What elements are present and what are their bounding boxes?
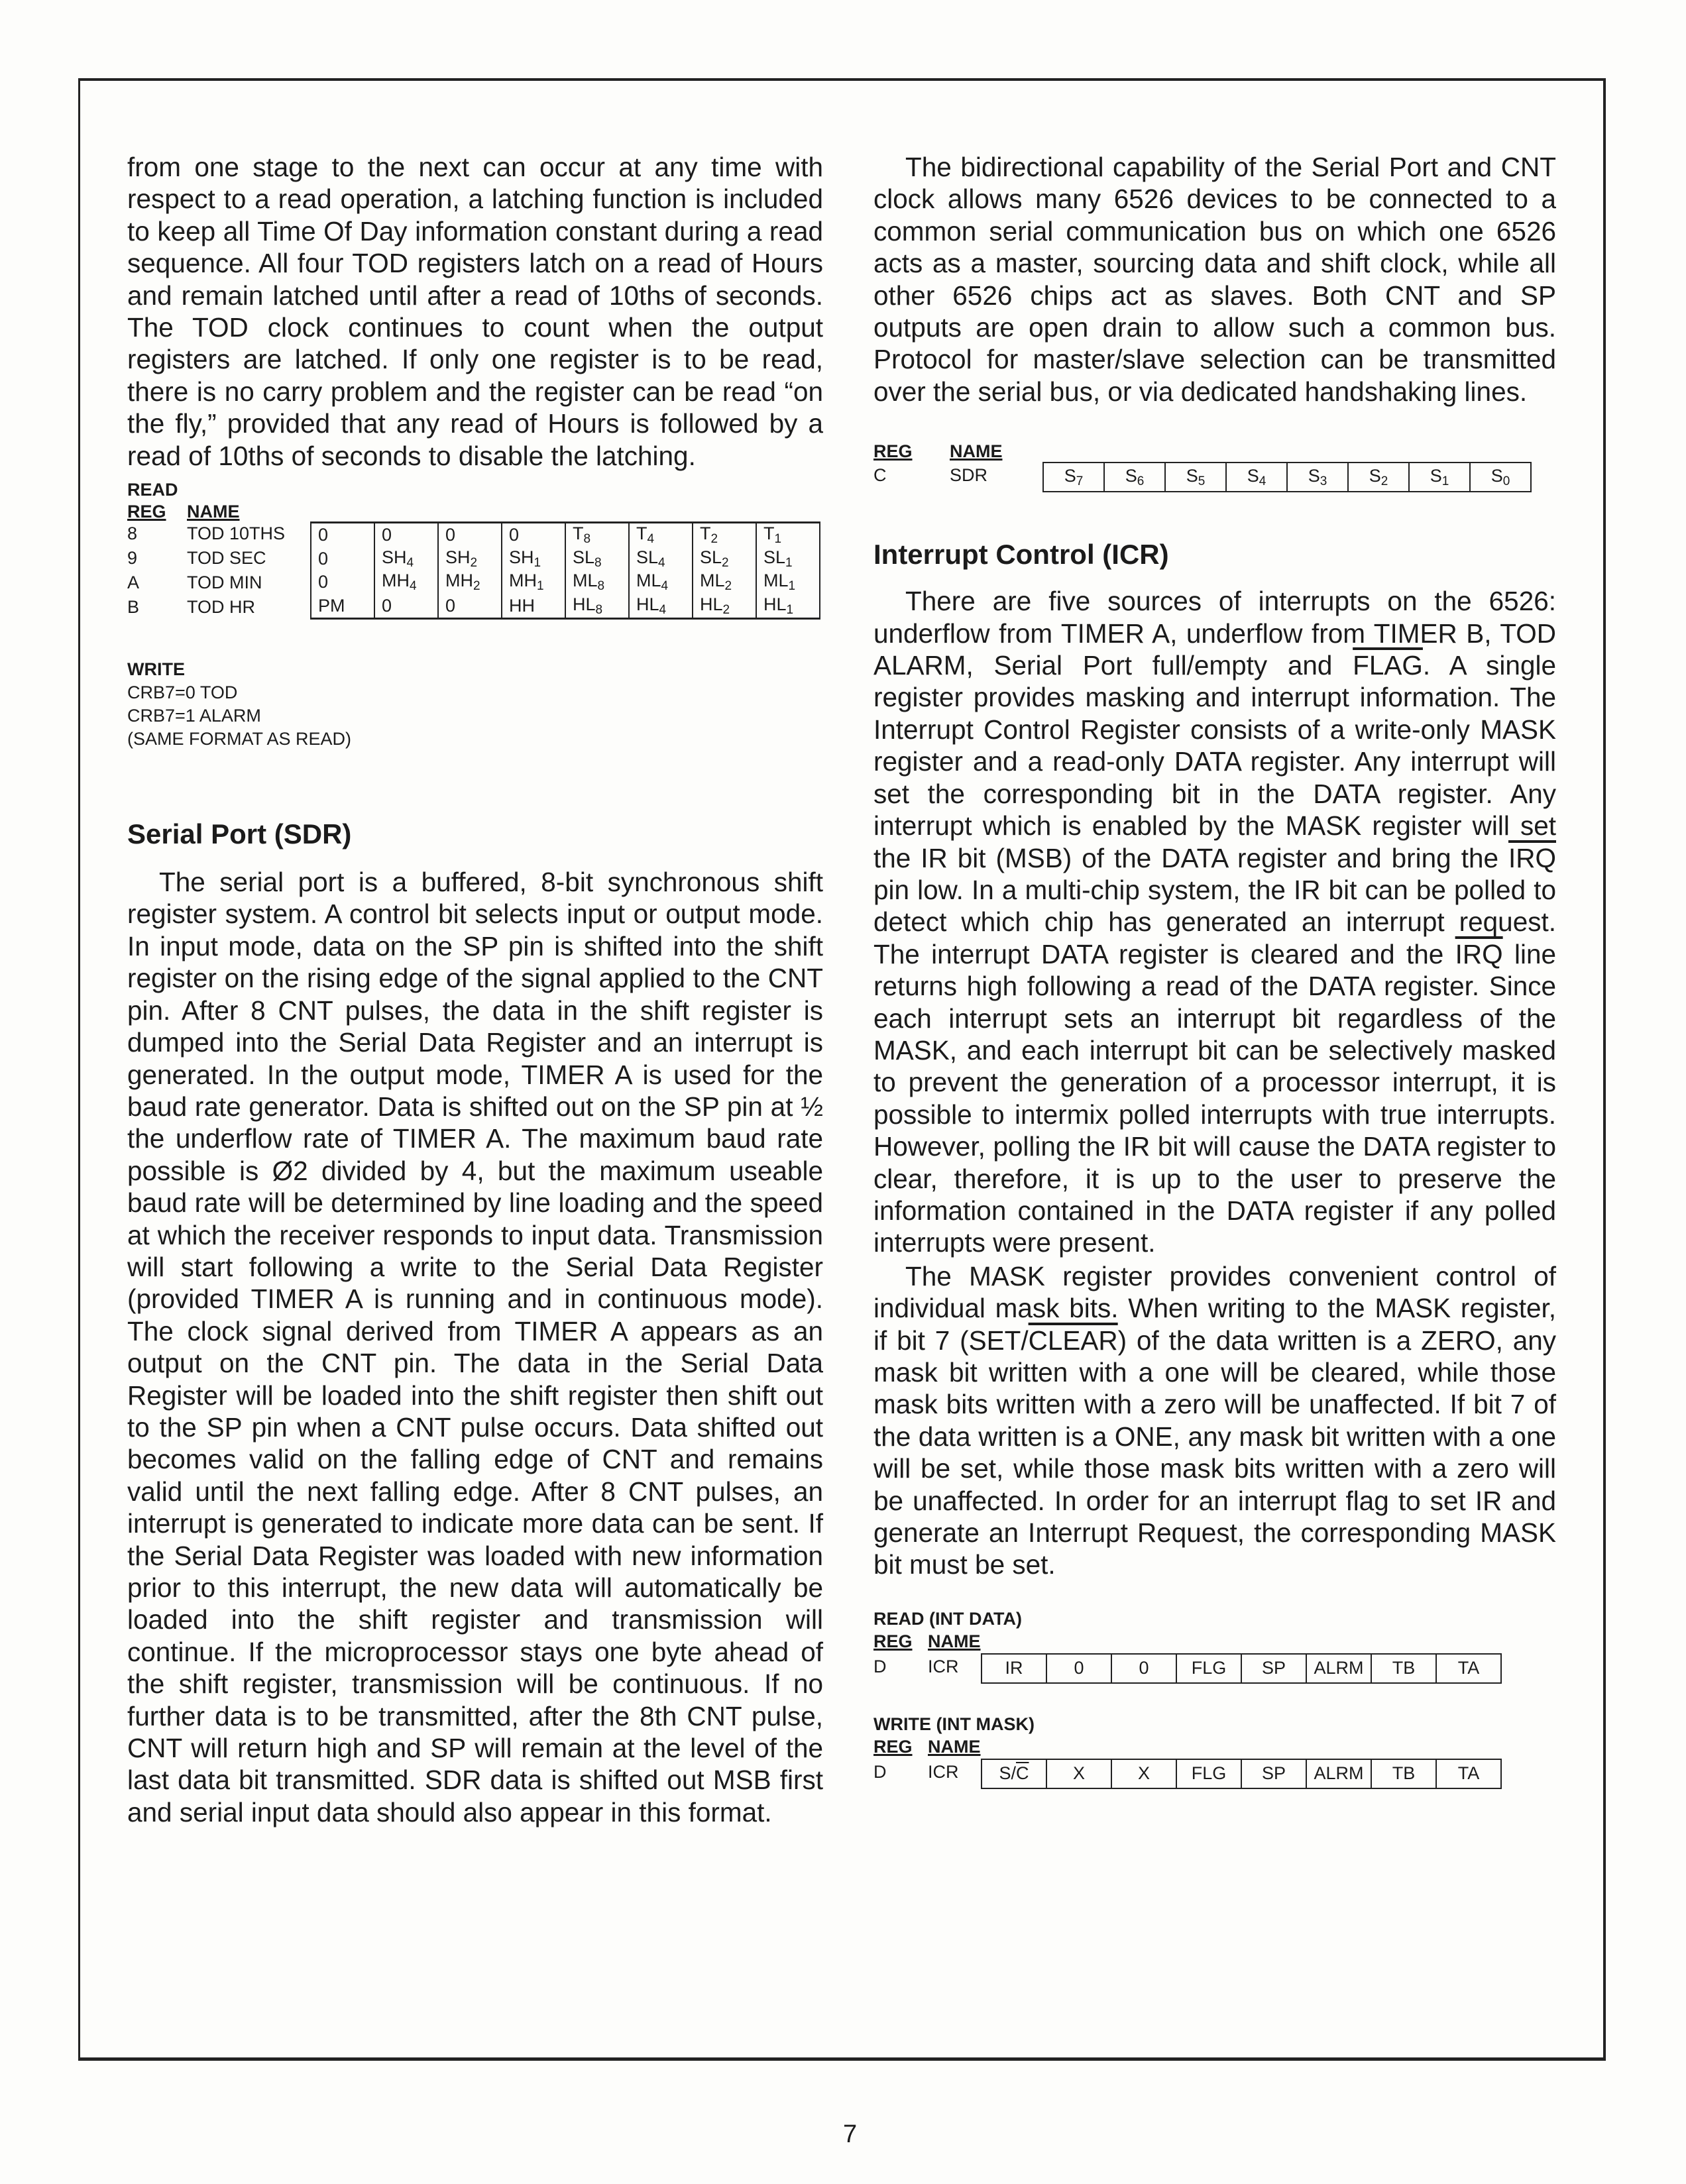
serial-port-paragraph: The serial port is a buffered, 8-bit synchronous shift register system. A control bit selects input or output mode. In input mode, data on the SP pin is shifted into the shift register on the rising edge of the signal applied to the CNT pin. After 8 CNT pulses, the data in the shift register is dumped into the Serial Data Register and an interrupt is generated. In the output mode, TIMER A is used for the baud rate generator. Data is shifted out on the SP pin at ½ the underflow rate of TIMER A. The maximum baud rate possible is Ø2 divided by 4, but the maximum useable baud rate will be determined by line loading and the speed at which the receiver responds to input data. Transmission will start following a write to the Serial Data Register (provided TIMER A is running and in continuous mode). The clock signal derived from TIMER A appears as an output on the CNT pin. The data in the Serial Data Register will be loaded into the shift register then shift out to the SP pin when a CNT pulse occurs. Data shifted out becomes valid on the falling edge of CNT and remains valid until the next falling edge. After 8 CNT pulses, an interrupt is generated to indicate more data can be sent. If the Serial Data Register was loaded with new information prior to this interrupt, the new data will automatically be loaded into the shift register and transmission will continue. If the microprocessor stays one byte ahead of the shift register, transmission will be continuous. If no further data is to be transmitted, after the 8th CNT pulse, CNT will return high and SP will remain at the level of the last data bit transmitted. SDR data is shifted out MSB first and serial input data should also appear in this format. xyxy=(127,867,823,1828)
tod-row-label xyxy=(127,521,310,546)
read-label: READ xyxy=(127,480,178,500)
tod-row-label xyxy=(127,571,310,595)
tod-reg: 8 xyxy=(127,523,138,544)
icr-reg-header: REG xyxy=(873,1631,913,1652)
page-number: 7 xyxy=(843,2120,858,2148)
sdr-bit-cell: $S_0$ xyxy=(1470,463,1531,492)
tod-bit-cell: 0 xyxy=(311,547,374,571)
tod-bit-cell: $ML_2$ xyxy=(693,571,756,594)
tod-bits-table xyxy=(310,521,820,620)
reg-name-header xyxy=(127,502,823,521)
tod-name: TOD HR xyxy=(187,597,256,618)
icr-read-bit-cell: 0 xyxy=(1111,1654,1176,1683)
icr-read-header xyxy=(873,1631,1556,1653)
irq-overline: $\overline{IRQ}$ xyxy=(1455,938,1503,969)
write-block xyxy=(127,658,823,751)
icr-write-bit-cell: TB xyxy=(1371,1759,1436,1788)
tod-row xyxy=(311,523,820,547)
sdr-register-block xyxy=(873,441,1556,492)
icr-read-bit-cell: TA xyxy=(1436,1654,1501,1683)
tod-bit-cell: $T_4$ xyxy=(629,523,693,547)
bit-row xyxy=(982,1759,1501,1788)
icr-read-bit-cell: 0 xyxy=(1046,1654,1111,1683)
tod-bit-cell: 0 xyxy=(374,523,438,547)
icr-read-bit-cell: TB xyxy=(1371,1654,1436,1683)
tod-reg: B xyxy=(127,597,140,618)
tod-bit-cell: $T_8$ xyxy=(565,523,629,547)
icr-write-bit-cell: X xyxy=(1111,1759,1176,1788)
bit-row xyxy=(982,1654,1501,1683)
tod-bit-cell: $SL_1$ xyxy=(756,547,820,571)
icr-reg: D xyxy=(873,1761,887,1782)
tod-bit-cell: $T_2$ xyxy=(693,523,756,547)
tod-row-label xyxy=(127,595,310,620)
tod-reg-names xyxy=(127,521,310,620)
write-label: WRITE xyxy=(127,659,185,680)
tod-bit-cell: $MH_1$ xyxy=(502,571,565,594)
name-header: NAME xyxy=(187,501,240,521)
tod-latch-paragraph: from one stage to the next can occur at any time with respect to a read operation, a latching function is included to keep all Time Of Day information constant during a read sequence. All four TOD registers latch on a read of Hours and remain latched until after a read of 10ths of seconds. The TOD clock continues to count when the output registers are latched. If only one register is to be read, there is no carry problem and the register can be read “on the fly,” provided that any read of Hours is followed by a read of 10ths of seconds to disable the latching. xyxy=(127,152,823,471)
write-line-format: (SAME FORMAT AS READ) xyxy=(127,729,352,749)
tod-bit-cell: $ML_4$ xyxy=(629,571,693,594)
sdr-row xyxy=(873,462,1556,492)
tod-bit-cell: $MH_4$ xyxy=(374,571,438,594)
sdr-bit-cell: $S_2$ xyxy=(1348,463,1409,492)
tod-row xyxy=(311,594,820,619)
tod-bit-cell: $T_1$ xyxy=(756,523,820,547)
icr-write-bit-cell: SP xyxy=(1241,1759,1306,1788)
tod-register-table xyxy=(127,521,823,620)
tod-bit-cell: $HL_1$ xyxy=(756,594,820,619)
icr-read-bit-cell: SP xyxy=(1241,1654,1306,1683)
icr-name-header: NAME xyxy=(928,1631,981,1652)
tod-register-block xyxy=(127,478,823,620)
tod-bit-cell: $SH_1$ xyxy=(502,547,565,571)
tod-reg: A xyxy=(127,573,140,593)
sdr-bit-cell: $S_7$ xyxy=(1043,463,1104,492)
sdr-bits-table xyxy=(1042,462,1532,492)
icr-paragraph-2 xyxy=(873,1260,1556,1581)
tod-reg: 9 xyxy=(127,548,138,569)
icr-read-bit-cell: FLG xyxy=(1176,1654,1241,1683)
icr-text: There are five sources of interrupts on the 6526: underflow from TIMER A, underflow from TIMER B, TOD ALARM, Serial Port full/empty and xyxy=(873,586,1556,681)
bidirectional-paragraph: The bidirectional capability of the Serial Port and CNT clock allows many 6526 devices to be connected to a common serial communication bus on which one 6526 acts as a master, sourcing data and shift clock, while all other 6526 chips act as slaves. Both CNT and SP outputs are open drain to allow such a common bus. Protocol for master/slave selection can be transmitted over the serial bus, or via dedicated handshaking lines. xyxy=(873,152,1556,407)
sdr-bit-cell: $S_3$ xyxy=(1287,463,1348,492)
sdr-reg-header: REG xyxy=(873,441,913,461)
sdr-name: SDR xyxy=(950,465,988,486)
icr-text: ) of the data written is a ZERO, any mask bit written with a one will be cleared, while those mask bits written with a zero will be unaffected. If bit 7 of the data written is a ONE, any mask bit written with a one will be set, while those mask bits written with a zero will be unaffected. In order for an interrupt flag to set IR and generate an Interrupt Request, the corresponding MASK bit must be set. xyxy=(873,1325,1556,1580)
tod-bit-cell: PM xyxy=(311,594,374,619)
icr-heading: Interrupt Control (ICR) xyxy=(873,539,1169,571)
icr-write-header xyxy=(873,1736,1556,1759)
icr-write-block xyxy=(873,1713,1556,1789)
icr-text: pin low. In a multi-chip system, the IR bit can be polled to detect which chip has generated an interrupt request. The interrupt DATA register is cleared and the xyxy=(873,874,1556,969)
tod-bit-cell: $HL_2$ xyxy=(693,594,756,619)
tod-bit-cell: 0 xyxy=(502,523,565,547)
icr-text: The MASK register provides convenient control of individual mask bits. When writing to the MASK register, if bit 7 (SET/ xyxy=(873,1260,1556,1356)
tod-row xyxy=(311,571,820,594)
icr-reg: D xyxy=(873,1656,887,1676)
tod-bit-cell: $SL_4$ xyxy=(629,547,693,571)
sdr-name-header: NAME xyxy=(950,441,1003,461)
icr-read-row xyxy=(873,1653,1556,1684)
icr-write-bits-table xyxy=(981,1759,1502,1789)
sdr-bit-cell: $S_5$ xyxy=(1165,463,1226,492)
icr-name: ICR xyxy=(928,1761,959,1782)
icr-read-bits-table xyxy=(981,1653,1502,1684)
tod-bit-cell: 0 xyxy=(311,523,374,547)
tod-bit-cell: 0 xyxy=(311,571,374,594)
bit-row xyxy=(1043,463,1531,492)
icr-reg-header: REG xyxy=(873,1737,913,1757)
sdr-bit-cell: $S_1$ xyxy=(1409,463,1470,492)
tod-bit-cell: 0 xyxy=(438,523,502,547)
tod-bit-cell: $HL_8$ xyxy=(565,594,629,619)
icr-read-bit-cell: IR xyxy=(982,1654,1046,1683)
sdr-bit-cell: $S_6$ xyxy=(1104,463,1165,492)
icr-text: line returns high following a read of the DATA register. Since each interrupt sets an interrupt bit regardless of the MASK, and each interrupt bit can be selectively masked to prevent the generation of a processor interrupt, it is possible to intermix polled interrupts with true interrupts. However, polling the IR bit will cause the DATA register to clear, therefore, it is up to the user to preserve the information contained in the DATA register if any polled interrupts were present. xyxy=(873,938,1556,1258)
tod-bit-cell: 0 xyxy=(438,594,502,619)
tod-row xyxy=(311,547,820,571)
write-line-alarm: CRB7=1 ALARM xyxy=(127,706,261,726)
sdr-header xyxy=(873,441,1556,462)
icr-name: ICR xyxy=(928,1656,959,1676)
tod-name: TOD 10THS xyxy=(187,523,286,544)
write-line-tod: CRB7=0 TOD xyxy=(127,682,238,703)
right-column xyxy=(873,151,1556,1789)
irq-overline: $\overline{IRQ}$ xyxy=(1508,842,1556,873)
serial-port-heading: Serial Port (SDR) xyxy=(127,818,352,850)
icr-write-bit-cell: ALRM xyxy=(1306,1759,1371,1788)
reg-header: REG xyxy=(127,501,166,521)
tod-bit-cell: $MH_2$ xyxy=(438,571,502,594)
clear-overline: CLEAR xyxy=(1028,1325,1118,1356)
tod-bit-cell: $ML_1$ xyxy=(756,571,820,594)
icr-read-block xyxy=(873,1608,1556,1684)
icr-write-bit-cell: FLG xyxy=(1176,1759,1241,1788)
icr-read-bit-cell: ALRM xyxy=(1306,1654,1371,1683)
tod-name: TOD MIN xyxy=(187,573,262,593)
tod-bit-cell: $SL_2$ xyxy=(693,547,756,571)
icr-name-header: NAME xyxy=(928,1737,981,1757)
tod-bit-cell: $SH_2$ xyxy=(438,547,502,571)
sdr-reg: C xyxy=(873,465,887,486)
left-column xyxy=(127,151,823,1828)
tod-name: TOD SEC xyxy=(187,548,266,569)
icr-write-bit-cell: X xyxy=(1046,1759,1111,1788)
tod-bit-cell: HH xyxy=(502,594,565,619)
tod-bit-cell: $ML_8$ xyxy=(565,571,629,594)
flag-overline: FLAG xyxy=(1353,650,1423,681)
icr-write-bit-cell: $S/\overline{C}$ xyxy=(982,1759,1046,1788)
icr-text: . A single register provides masking and interrupt information. The Interrupt Control Register consists of a write-only MASK register and a read-only DATA register. Any interrupt will set the corresponding bit in the DATA register. Any interrupt which is enabled by the MASK register will set the IR bit (MSB) of the DATA register and bring the xyxy=(873,650,1556,873)
tod-row-label xyxy=(127,546,310,571)
write-int-label: WRITE (INT MASK) xyxy=(873,1714,1035,1734)
tod-bit-cell: $SH_4$ xyxy=(374,547,438,571)
icr-write-bit-cell: TA xyxy=(1436,1759,1501,1788)
read-int-label: READ (INT DATA) xyxy=(873,1608,1022,1629)
icr-write-row xyxy=(873,1759,1556,1789)
tod-bit-cell: $SL_8$ xyxy=(565,547,629,571)
tod-bit-cell: $HL_4$ xyxy=(629,594,693,619)
icr-paragraph-1 xyxy=(873,585,1556,1259)
sdr-bit-cell: $S_4$ xyxy=(1226,463,1287,492)
tod-bit-cell: 0 xyxy=(374,594,438,619)
